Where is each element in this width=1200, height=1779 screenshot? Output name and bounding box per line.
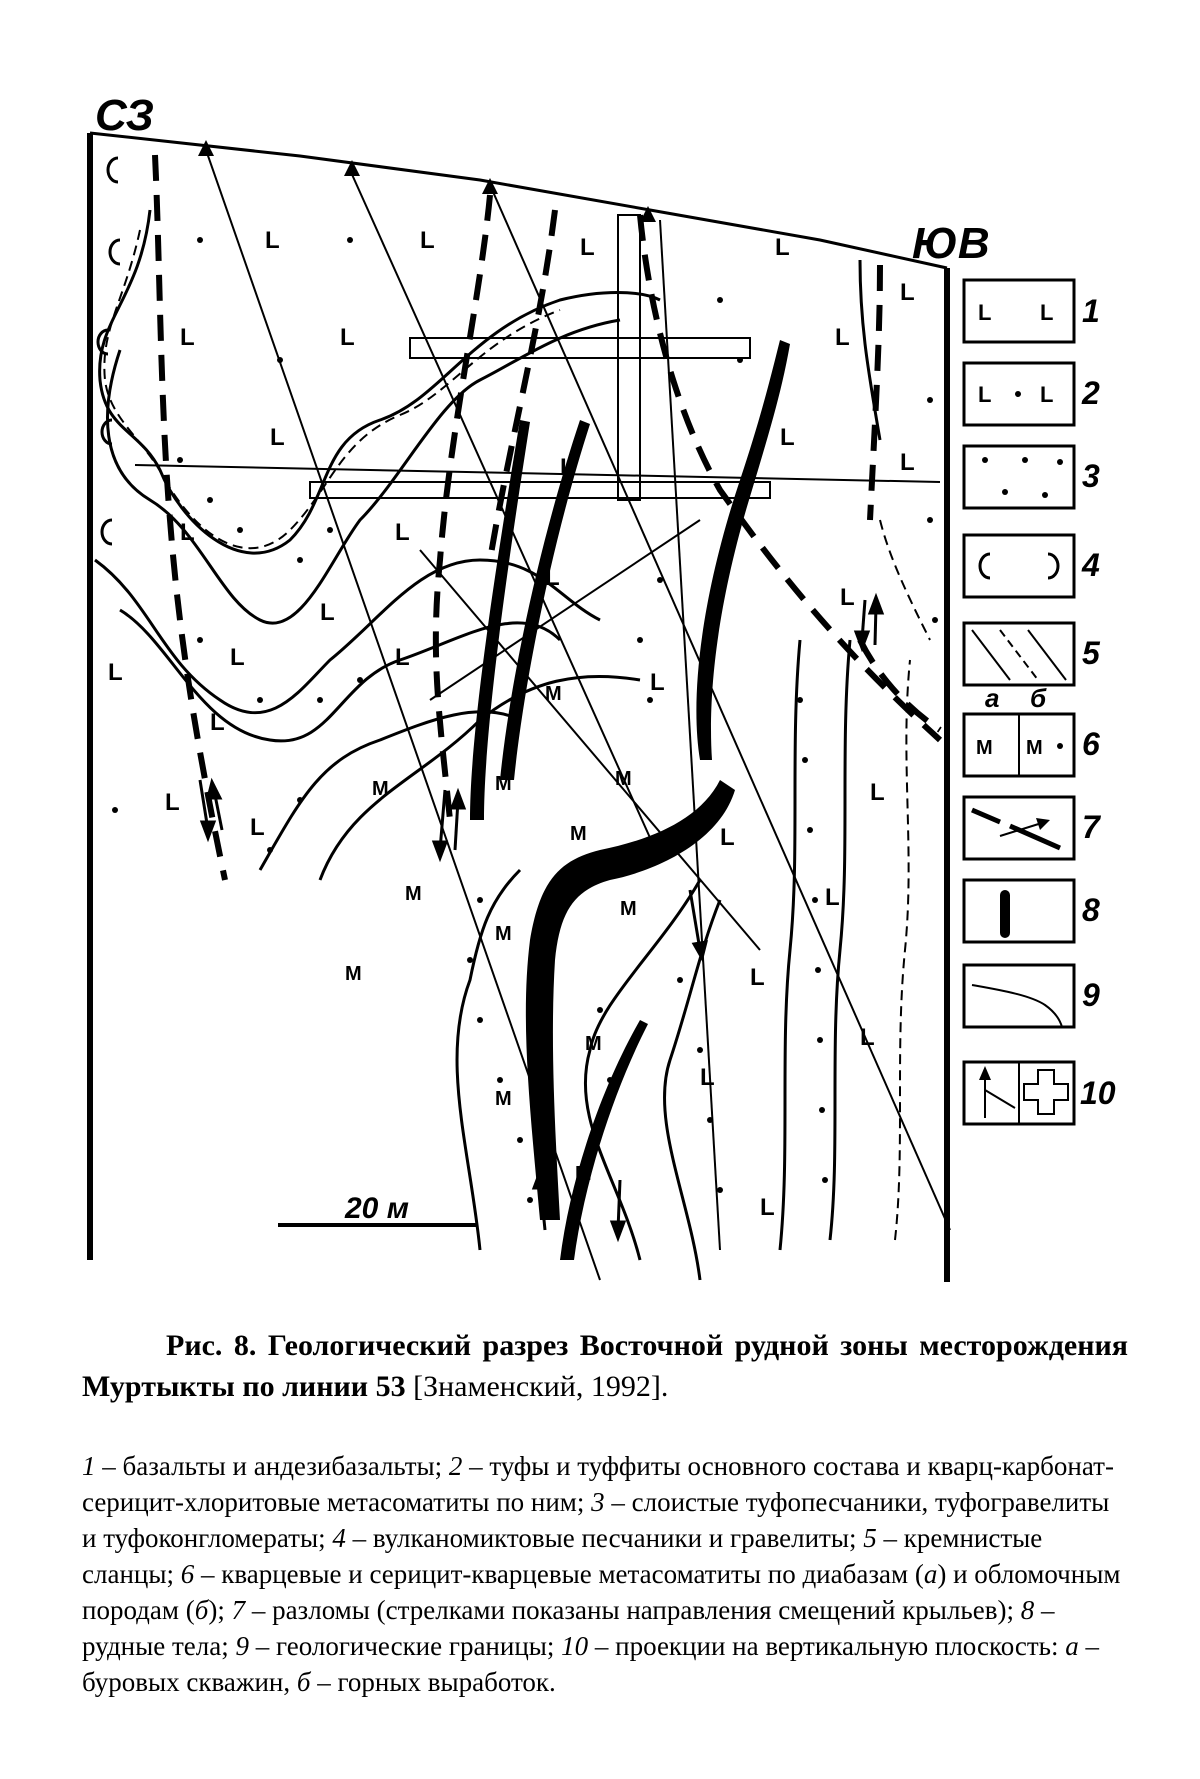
- legend-text-item: – вулканомиктовые песчаники и гравелиты;: [345, 1523, 864, 1553]
- legend-text-num: б: [194, 1595, 209, 1625]
- svg-text:L: L: [750, 964, 765, 991]
- scale-label: 20 м: [345, 1192, 409, 1225]
- svg-text:M: M: [1026, 737, 1043, 759]
- legend-text-num: 5: [863, 1523, 877, 1553]
- metasomatite-symbols: [345, 683, 637, 1185]
- legend-text-item: );: [208, 1595, 232, 1625]
- legend-text-num: а: [1065, 1631, 1079, 1661]
- legend-description: [82, 1448, 1128, 1700]
- svg-text:L: L: [395, 644, 410, 671]
- legend-text-item: – рудные тела;: [82, 1595, 1055, 1661]
- svg-text:L: L: [320, 599, 335, 626]
- svg-text:M: M: [495, 923, 512, 945]
- caption-title: Рис. 8. Геологический разрез Восточной рудной зоны месторождения Муртыкты по линии 53: [82, 1329, 1128, 1403]
- svg-text:L: L: [1040, 382, 1054, 407]
- svg-text:L: L: [825, 884, 840, 911]
- legend-text-num: 7: [231, 1595, 246, 1625]
- legend-text-item: – кремнистые сланцы;: [82, 1523, 1043, 1589]
- svg-text:L: L: [900, 279, 915, 306]
- legend-text-item: – кварцевые и серицит-кварцевые метасоматиты по диабазам (: [194, 1559, 924, 1589]
- svg-text:L: L: [900, 449, 915, 476]
- faults: [155, 155, 940, 880]
- legend-text-item: – проекции на вертикальную плоскость:: [588, 1631, 1066, 1661]
- svg-text:M: M: [545, 683, 562, 705]
- svg-text:M: M: [495, 1088, 512, 1110]
- svg-text:L: L: [270, 424, 285, 451]
- svg-text:L: L: [780, 424, 795, 451]
- svg-text:M: M: [570, 823, 587, 845]
- svg-text:M: M: [495, 773, 512, 795]
- legend-sub-b: б: [1030, 683, 1047, 713]
- legend-num-4: 4: [1082, 547, 1100, 583]
- legend-text-item: – туфы и туффиты основного состава и кварц-карбонат-серицит-хлоритовые метасоматиты по ним;: [82, 1451, 1114, 1517]
- svg-text:L: L: [545, 564, 560, 591]
- legend-text-num: б: [296, 1667, 311, 1697]
- svg-text:M: M: [976, 737, 993, 759]
- svg-text:L: L: [395, 519, 410, 546]
- legend-box-3: [964, 446, 1074, 508]
- svg-text:L: L: [720, 824, 735, 851]
- legend-text-item: – базальты и андезибазальты;: [95, 1451, 449, 1481]
- svg-text:M: M: [585, 1033, 602, 1055]
- legend-text-num: 8: [1020, 1595, 1035, 1625]
- svg-text:L: L: [180, 519, 195, 546]
- svg-text:L: L: [860, 1024, 875, 1051]
- legend-num-2: 2: [1082, 375, 1100, 411]
- mine-workings: [135, 215, 940, 500]
- svg-text:L: L: [165, 789, 180, 816]
- figure-caption: [82, 1325, 1128, 1407]
- legend-num-5: 5: [1082, 635, 1100, 671]
- svg-text:L: L: [978, 382, 992, 407]
- svg-text:L: L: [1040, 300, 1054, 325]
- svg-text:L: L: [870, 779, 885, 806]
- legend-text-num: а: [923, 1559, 938, 1589]
- svg-text:L: L: [978, 300, 992, 325]
- svg-text:L: L: [250, 814, 265, 841]
- legend-num-8: 8: [1082, 892, 1100, 928]
- svg-text:L: L: [835, 324, 850, 351]
- legend-num-10: 10: [1080, 1075, 1116, 1111]
- direction-label-se: ЮВ: [912, 219, 990, 268]
- svg-text:L: L: [760, 1194, 775, 1221]
- svg-text:L: L: [210, 709, 225, 736]
- svg-text:M: M: [372, 778, 389, 800]
- svg-text:L: L: [650, 669, 665, 696]
- legend-text-num: 2: [448, 1451, 463, 1481]
- ore-bodies: [470, 340, 790, 1260]
- caption-reference: [Знаменский, 1992].: [413, 1370, 669, 1403]
- svg-text:M: M: [405, 883, 422, 905]
- legend-text-num: 4: [332, 1523, 346, 1553]
- legend-text-item: – разломы (стрелками показаны направления смещений крыльев);: [245, 1595, 1021, 1625]
- svg-text:L: L: [265, 227, 280, 254]
- sandstone-crescents: [98, 158, 120, 544]
- svg-text:M: M: [345, 963, 362, 985]
- boreholes: [206, 150, 950, 1280]
- legend-box-8: [964, 880, 1074, 942]
- svg-text:L: L: [840, 584, 855, 611]
- svg-text:L: L: [230, 644, 245, 671]
- svg-text:M: M: [620, 898, 637, 920]
- svg-text:L: L: [700, 1064, 715, 1091]
- legend: [964, 280, 1116, 1124]
- legend-num-3: 3: [1082, 458, 1100, 494]
- svg-text:L: L: [560, 454, 575, 481]
- svg-text:L: L: [108, 659, 123, 686]
- legend-text-num: 3: [591, 1487, 605, 1517]
- legend-text-item: – слоистые туфопесчаники, туфогравелиты и туфоконгломераты;: [82, 1487, 1110, 1553]
- legend-num-7: 7: [1082, 809, 1100, 845]
- svg-text:L: L: [340, 324, 355, 351]
- legend-text-item: – буровых скважин,: [82, 1631, 1099, 1697]
- direction-label-nw: СЗ: [95, 91, 154, 140]
- svg-text:L: L: [775, 234, 790, 261]
- svg-text:L: L: [420, 227, 435, 254]
- legend-num-1: 1: [1082, 293, 1100, 329]
- legend-text-item: – горных выработок.: [310, 1667, 556, 1697]
- legend-text-num: 1: [82, 1451, 96, 1481]
- legend-num-9: 9: [1082, 977, 1100, 1013]
- legend-text-num: 6: [180, 1559, 195, 1589]
- legend-num-6: 6: [1082, 726, 1100, 762]
- svg-text:L: L: [180, 324, 195, 351]
- legend-text-num: 10: [561, 1631, 589, 1661]
- svg-text:M: M: [615, 768, 632, 790]
- legend-sub-a: а: [985, 683, 1000, 713]
- legend-text-item: – геологические границы;: [249, 1631, 562, 1661]
- svg-text:L: L: [580, 234, 595, 261]
- legend-text-num: 9: [235, 1631, 249, 1661]
- legend-text-item: ) и обломочным породам (: [82, 1559, 1121, 1625]
- svg-text:M: M: [575, 1163, 592, 1185]
